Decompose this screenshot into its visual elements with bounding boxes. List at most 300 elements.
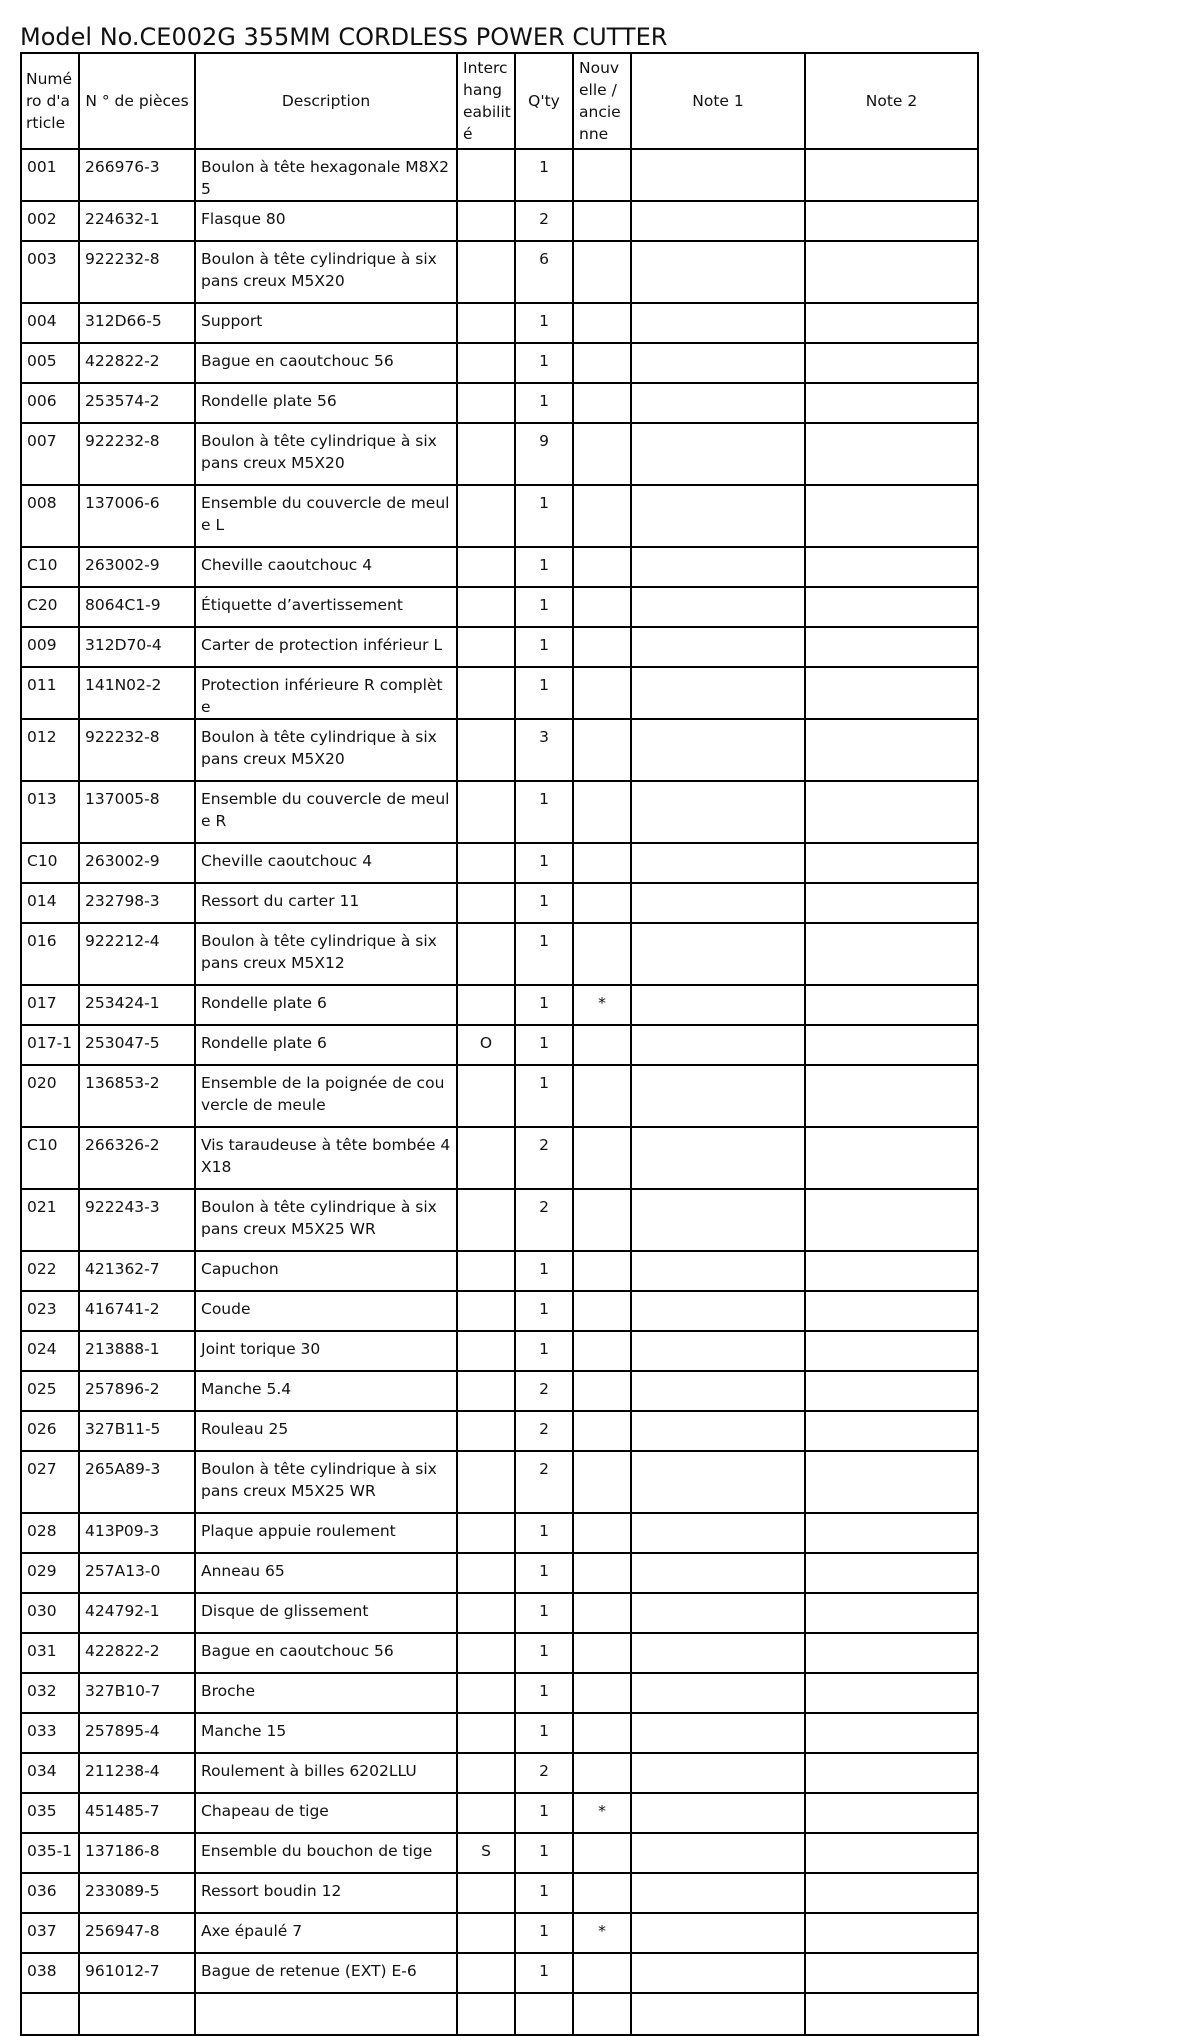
description-cell [195, 1993, 457, 2035]
part-number-cell: 421362-7 [79, 1251, 195, 1291]
note-1-cell [631, 1593, 805, 1633]
new-old-cell [573, 923, 631, 985]
table-row [21, 201, 978, 241]
description-cell: Ensemble du couvercle de meule R [195, 781, 457, 843]
table-row [21, 883, 978, 923]
item-number-cell: 006 [21, 383, 79, 423]
note-1-cell [631, 423, 805, 485]
item-number-cell: 038 [21, 1953, 79, 1993]
table-row [21, 1513, 978, 1553]
note-2-cell [805, 1065, 978, 1127]
note-2-cell [805, 1127, 978, 1189]
table-row [21, 1993, 978, 2035]
table-row [21, 303, 978, 343]
interchangeability-cell [457, 587, 515, 627]
interchangeability-cell [457, 1371, 515, 1411]
description-cell: Axe épaulé 7 [195, 1913, 457, 1953]
description-cell: Roulement à billes 6202LLU [195, 1753, 457, 1793]
new-old-cell [573, 1371, 631, 1411]
parts-table-container [20, 52, 977, 1980]
new-old-cell [573, 1251, 631, 1291]
item-number-cell: 013 [21, 781, 79, 843]
new-old-cell [573, 1513, 631, 1553]
new-old-cell [573, 627, 631, 667]
item-number-cell: C10 [21, 843, 79, 883]
note-2-cell [805, 667, 978, 719]
new-old-cell [573, 201, 631, 241]
item-number-cell: C10 [21, 1127, 79, 1189]
interchangeability-cell [457, 923, 515, 985]
quantity-cell: 1 [515, 1953, 573, 1993]
quantity-cell: 9 [515, 423, 573, 485]
part-number-cell: 922232-8 [79, 241, 195, 303]
note-1-cell [631, 1127, 805, 1189]
new-old-cell: * [573, 1793, 631, 1833]
part-number-cell: 263002-9 [79, 843, 195, 883]
quantity-cell: 1 [515, 1913, 573, 1953]
description-cell: Ressort boudin 12 [195, 1873, 457, 1913]
header-interchangeability: Interc hang eabilit é [457, 53, 515, 149]
description-cell: Capuchon [195, 1251, 457, 1291]
description-cell: Rondelle plate 56 [195, 383, 457, 423]
note-1-cell [631, 1513, 805, 1553]
new-old-cell [573, 547, 631, 587]
interchangeability-cell [457, 485, 515, 547]
quantity-cell: 1 [515, 883, 573, 923]
item-number-cell: 033 [21, 1713, 79, 1753]
quantity-cell: 1 [515, 383, 573, 423]
new-old-cell [573, 383, 631, 423]
part-number-cell: 257896-2 [79, 1371, 195, 1411]
description-cell: Flasque 80 [195, 201, 457, 241]
note-2-cell [805, 1633, 978, 1673]
note-1-cell [631, 1189, 805, 1251]
quantity-cell: 1 [515, 149, 573, 201]
description-cell: Joint torique 30 [195, 1331, 457, 1371]
table-row [21, 1833, 978, 1873]
new-old-cell [573, 1873, 631, 1913]
item-number-cell: 035 [21, 1793, 79, 1833]
item-number-cell: 024 [21, 1331, 79, 1371]
part-number-cell: 922243-3 [79, 1189, 195, 1251]
header-part-number: N ° de pièces [79, 53, 195, 149]
note-1-cell [631, 923, 805, 985]
note-1-cell [631, 1251, 805, 1291]
interchangeability-cell [457, 1753, 515, 1793]
item-number-cell: 032 [21, 1673, 79, 1713]
quantity-cell: 2 [515, 1189, 573, 1251]
part-number-cell: 137006-6 [79, 485, 195, 547]
new-old-cell [573, 719, 631, 781]
table-header-row [21, 53, 978, 149]
description-cell: Boulon à tête cylindrique à six pans creux M5X12 [195, 923, 457, 985]
quantity-cell: 1 [515, 667, 573, 719]
interchangeability-cell: O [457, 1025, 515, 1065]
note-2-cell [805, 485, 978, 547]
quantity-cell: 2 [515, 1371, 573, 1411]
interchangeability-cell [457, 719, 515, 781]
new-old-cell [573, 781, 631, 843]
new-old-cell [573, 1291, 631, 1331]
new-old-cell [573, 1953, 631, 1993]
note-1-cell [631, 1411, 805, 1451]
note-2-cell [805, 201, 978, 241]
note-1-cell [631, 985, 805, 1025]
table-row [21, 1873, 978, 1913]
note-1-cell [631, 1553, 805, 1593]
new-old-cell [573, 1713, 631, 1753]
item-number-cell: 011 [21, 667, 79, 719]
part-number-cell: 213888-1 [79, 1331, 195, 1371]
new-old-cell [573, 485, 631, 547]
note-1-cell [631, 1713, 805, 1753]
item-number-cell: 025 [21, 1371, 79, 1411]
new-old-cell [573, 587, 631, 627]
new-old-cell [573, 1411, 631, 1451]
table-row [21, 241, 978, 303]
note-1-cell [631, 1953, 805, 1993]
quantity-cell: 1 [515, 303, 573, 343]
quantity-cell: 1 [515, 1025, 573, 1065]
table-row [21, 1065, 978, 1127]
note-1-cell [631, 627, 805, 667]
interchangeability-cell [457, 1993, 515, 2035]
interchangeability-cell [457, 1953, 515, 1993]
table-row [21, 781, 978, 843]
new-old-cell [573, 1753, 631, 1793]
item-number-cell: 002 [21, 201, 79, 241]
table-row [21, 1025, 978, 1065]
table-row [21, 149, 978, 201]
item-number-cell: 034 [21, 1753, 79, 1793]
table-row [21, 1633, 978, 1673]
note-1-cell [631, 667, 805, 719]
interchangeability-cell [457, 303, 515, 343]
description-cell: Ensemble du couvercle de meule L [195, 485, 457, 547]
quantity-cell [515, 1993, 573, 2035]
description-cell: Cheville caoutchouc 4 [195, 547, 457, 587]
interchangeability-cell [457, 1793, 515, 1833]
note-2-cell [805, 1331, 978, 1371]
interchangeability-cell [457, 1593, 515, 1633]
note-2-cell [805, 1251, 978, 1291]
description-cell: Boulon à tête cylindrique à six pans creux M5X25 WR [195, 1451, 457, 1513]
interchangeability-cell [457, 383, 515, 423]
note-2-cell [805, 985, 978, 1025]
quantity-cell: 1 [515, 1833, 573, 1873]
note-2-cell [805, 547, 978, 587]
quantity-cell: 2 [515, 1753, 573, 1793]
header-note-1: Note 1 [631, 53, 805, 149]
quantity-cell: 1 [515, 1673, 573, 1713]
table-row [21, 1291, 978, 1331]
page-title: Model No.CE002G 355MM CORDLESS POWER CUTTER [20, 23, 668, 51]
header-description: Description [195, 53, 457, 149]
quantity-cell: 1 [515, 843, 573, 883]
description-cell: Boulon à tête cylindrique à six pans creux M5X20 [195, 241, 457, 303]
description-cell: Vis taraudeuse à tête bombée 4X18 [195, 1127, 457, 1189]
interchangeability-cell [457, 1513, 515, 1553]
item-number-cell: 005 [21, 343, 79, 383]
description-cell: Manche 15 [195, 1713, 457, 1753]
description-cell: Rondelle plate 6 [195, 985, 457, 1025]
note-2-cell [805, 923, 978, 985]
quantity-cell: 1 [515, 1291, 573, 1331]
quantity-cell: 1 [515, 1553, 573, 1593]
table-row [21, 719, 978, 781]
note-1-cell [631, 1065, 805, 1127]
item-number-cell: 003 [21, 241, 79, 303]
table-row [21, 423, 978, 485]
item-number-cell: 021 [21, 1189, 79, 1251]
new-old-cell [573, 1673, 631, 1713]
table-row [21, 1753, 978, 1793]
new-old-cell [573, 883, 631, 923]
interchangeability-cell [457, 149, 515, 201]
note-1-cell [631, 1993, 805, 2035]
header-quantity: Q'ty [515, 53, 573, 149]
item-number-cell: 016 [21, 923, 79, 985]
item-number-cell: 029 [21, 1553, 79, 1593]
note-2-cell [805, 1953, 978, 1993]
note-2-cell [805, 587, 978, 627]
description-cell: Plaque appuie roulement [195, 1513, 457, 1553]
item-number-cell: 009 [21, 627, 79, 667]
table-row [21, 667, 978, 719]
part-number-cell: 137186-8 [79, 1833, 195, 1873]
item-number-cell: C20 [21, 587, 79, 627]
quantity-cell: 1 [515, 1065, 573, 1127]
quantity-cell: 2 [515, 201, 573, 241]
header-item-number: Numé ro d'a rticle [21, 53, 79, 149]
note-1-cell [631, 1291, 805, 1331]
new-old-cell [573, 1189, 631, 1251]
new-old-cell [573, 343, 631, 383]
note-1-cell [631, 1371, 805, 1411]
note-2-cell [805, 1189, 978, 1251]
new-old-cell [573, 1127, 631, 1189]
header-note-2: Note 2 [805, 53, 978, 149]
part-number-cell: 327B10-7 [79, 1673, 195, 1713]
new-old-cell [573, 1633, 631, 1673]
quantity-cell: 1 [515, 1251, 573, 1291]
part-number-cell: 141N02-2 [79, 667, 195, 719]
description-cell: Étiquette d’avertissement [195, 587, 457, 627]
quantity-cell: 2 [515, 1411, 573, 1451]
part-number-cell: 413P09-3 [79, 1513, 195, 1553]
note-1-cell [631, 1833, 805, 1873]
note-2-cell [805, 1371, 978, 1411]
quantity-cell: 6 [515, 241, 573, 303]
quantity-cell: 1 [515, 1331, 573, 1371]
table-row [21, 1331, 978, 1371]
table-row [21, 985, 978, 1025]
part-number-cell [79, 1993, 195, 2035]
table-row [21, 547, 978, 587]
interchangeability-cell [457, 843, 515, 883]
new-old-cell [573, 1451, 631, 1513]
part-number-cell: 232798-3 [79, 883, 195, 923]
note-2-cell [805, 1913, 978, 1953]
note-1-cell [631, 241, 805, 303]
new-old-cell [573, 1331, 631, 1371]
part-number-cell: 211238-4 [79, 1753, 195, 1793]
part-number-cell: 451485-7 [79, 1793, 195, 1833]
note-2-cell [805, 1553, 978, 1593]
item-number-cell: 004 [21, 303, 79, 343]
description-cell: Support [195, 303, 457, 343]
interchangeability-cell [457, 1673, 515, 1713]
part-number-cell: 961012-7 [79, 1953, 195, 1993]
quantity-cell: 1 [515, 485, 573, 547]
note-1-cell [631, 1873, 805, 1913]
part-number-cell: 922232-8 [79, 719, 195, 781]
quantity-cell: 3 [515, 719, 573, 781]
note-1-cell [631, 1025, 805, 1065]
note-2-cell [805, 1025, 978, 1065]
quantity-cell: 1 [515, 587, 573, 627]
item-number-cell: C10 [21, 547, 79, 587]
note-1-cell [631, 201, 805, 241]
new-old-cell [573, 1065, 631, 1127]
note-1-cell [631, 1633, 805, 1673]
item-number-cell: 014 [21, 883, 79, 923]
part-number-cell: 253047-5 [79, 1025, 195, 1065]
part-number-cell: 224632-1 [79, 201, 195, 241]
part-number-cell: 327B11-5 [79, 1411, 195, 1451]
part-number-cell: 266976-3 [79, 149, 195, 201]
description-cell: Chapeau de tige [195, 1793, 457, 1833]
quantity-cell: 1 [515, 547, 573, 587]
description-cell: Ensemble de la poignée de couvercle de meule [195, 1065, 457, 1127]
table-row [21, 1411, 978, 1451]
note-1-cell [631, 883, 805, 923]
new-old-cell [573, 1833, 631, 1873]
interchangeability-cell: S [457, 1833, 515, 1873]
note-1-cell [631, 343, 805, 383]
note-2-cell [805, 627, 978, 667]
table-row [21, 843, 978, 883]
interchangeability-cell [457, 343, 515, 383]
interchangeability-cell [457, 1633, 515, 1673]
note-2-cell [805, 1411, 978, 1451]
item-number-cell: 036 [21, 1873, 79, 1913]
note-2-cell [805, 719, 978, 781]
note-1-cell [631, 485, 805, 547]
part-number-cell: 424792-1 [79, 1593, 195, 1633]
description-cell: Coude [195, 1291, 457, 1331]
interchangeability-cell [457, 1411, 515, 1451]
item-number-cell: 027 [21, 1451, 79, 1513]
quantity-cell: 1 [515, 627, 573, 667]
quantity-cell: 2 [515, 1451, 573, 1513]
part-number-cell: 422822-2 [79, 343, 195, 383]
note-1-cell [631, 1451, 805, 1513]
quantity-cell: 2 [515, 1127, 573, 1189]
note-1-cell [631, 781, 805, 843]
table-row [21, 1371, 978, 1411]
new-old-cell [573, 1553, 631, 1593]
quantity-cell: 1 [515, 985, 573, 1025]
interchangeability-cell [457, 781, 515, 843]
note-2-cell [805, 1993, 978, 2035]
note-2-cell [805, 781, 978, 843]
part-number-cell: 137005-8 [79, 781, 195, 843]
note-2-cell [805, 1873, 978, 1913]
part-number-cell: 416741-2 [79, 1291, 195, 1331]
quantity-cell: 1 [515, 1593, 573, 1633]
part-number-cell: 257895-4 [79, 1713, 195, 1753]
part-number-cell: 266326-2 [79, 1127, 195, 1189]
parts-table [20, 52, 979, 2036]
table-row [21, 1127, 978, 1189]
description-cell: Protection inférieure R complète [195, 667, 457, 719]
new-old-cell: * [573, 985, 631, 1025]
note-1-cell [631, 1331, 805, 1371]
item-number-cell: 037 [21, 1913, 79, 1953]
interchangeability-cell [457, 423, 515, 485]
interchangeability-cell [457, 1291, 515, 1331]
part-number-cell: 922212-4 [79, 923, 195, 985]
description-cell: Boulon à tête cylindrique à six pans creux M5X25 WR [195, 1189, 457, 1251]
item-number-cell: 017-1 [21, 1025, 79, 1065]
note-2-cell [805, 1593, 978, 1633]
description-cell: Cheville caoutchouc 4 [195, 843, 457, 883]
quantity-cell: 1 [515, 343, 573, 383]
note-2-cell [805, 149, 978, 201]
new-old-cell [573, 667, 631, 719]
table-row [21, 1913, 978, 1953]
new-old-cell: * [573, 1913, 631, 1953]
item-number-cell: 023 [21, 1291, 79, 1331]
note-2-cell [805, 241, 978, 303]
part-number-cell: 8064C1-9 [79, 587, 195, 627]
description-cell: Ensemble du bouchon de tige [195, 1833, 457, 1873]
item-number-cell: 031 [21, 1633, 79, 1673]
note-1-cell [631, 1753, 805, 1793]
new-old-cell [573, 241, 631, 303]
note-2-cell [805, 303, 978, 343]
interchangeability-cell [457, 1873, 515, 1913]
part-number-cell: 922232-8 [79, 423, 195, 485]
item-number-cell: 012 [21, 719, 79, 781]
item-number-cell: 022 [21, 1251, 79, 1291]
description-cell: Anneau 65 [195, 1553, 457, 1593]
new-old-cell [573, 843, 631, 883]
part-number-cell: 265A89-3 [79, 1451, 195, 1513]
note-2-cell [805, 1513, 978, 1553]
quantity-cell: 1 [515, 1793, 573, 1833]
interchangeability-cell [457, 1451, 515, 1513]
table-row [21, 1953, 978, 1993]
description-cell: Broche [195, 1673, 457, 1713]
table-row [21, 587, 978, 627]
note-2-cell [805, 1673, 978, 1713]
item-number-cell: 026 [21, 1411, 79, 1451]
note-1-cell [631, 1793, 805, 1833]
interchangeability-cell [457, 1913, 515, 1953]
note-2-cell [805, 1753, 978, 1793]
quantity-cell: 1 [515, 1713, 573, 1753]
interchangeability-cell [457, 985, 515, 1025]
interchangeability-cell [457, 1331, 515, 1371]
table-row [21, 485, 978, 547]
description-cell: Boulon à tête cylindrique à six pans creux M5X20 [195, 423, 457, 485]
description-cell: Ressort du carter 11 [195, 883, 457, 923]
interchangeability-cell [457, 883, 515, 923]
part-number-cell: 263002-9 [79, 547, 195, 587]
part-number-cell: 256947-8 [79, 1913, 195, 1953]
